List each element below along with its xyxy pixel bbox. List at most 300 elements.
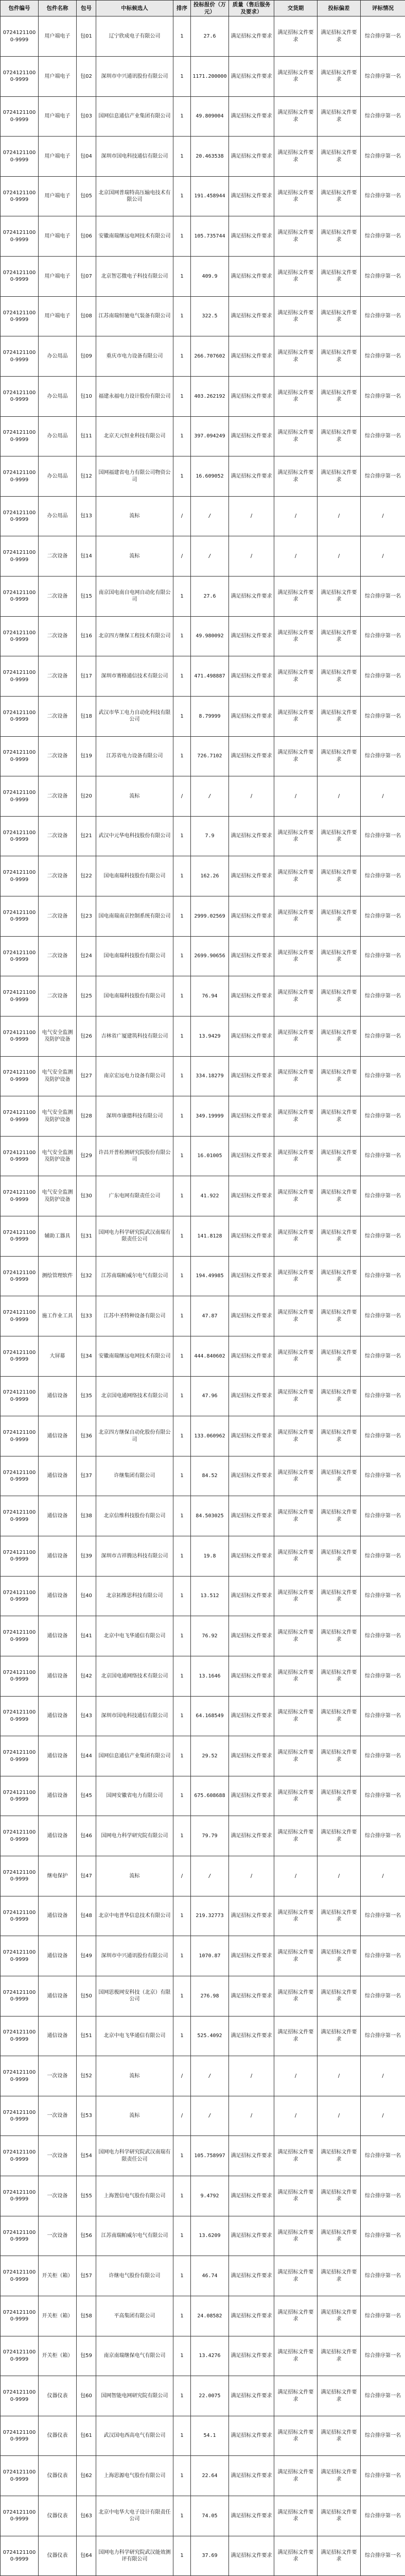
- delivery-cell: 满足招标文件要求: [274, 1416, 318, 1456]
- delivery-cell: 满足招标文件要求: [274, 616, 318, 656]
- lot-cell: 包38: [77, 1496, 96, 1536]
- lot-cell: 包58: [77, 2296, 96, 2336]
- package-name-cell: 通信设备: [39, 1776, 77, 1816]
- lot-cell: 包13: [77, 496, 96, 536]
- deviation-cell: 满足招标文件要求: [318, 1896, 361, 1936]
- table-row: [1, 16, 405, 57]
- lot-cell: 包34: [77, 1336, 96, 1376]
- lot-cell: 包41: [77, 1616, 96, 1656]
- evaluation-cell: 综合排序第一名: [361, 1496, 405, 1536]
- evaluation-cell: 综合排序第一名: [361, 2496, 405, 2536]
- quality-cell: 满足招标文件要求: [229, 416, 274, 456]
- package-id-cell: 07241211000-9999: [1, 336, 39, 377]
- quality-cell: 满足招标文件要求: [229, 1776, 274, 1816]
- candidate-cell: 北京中电飞华通信有限公司: [96, 1616, 173, 1656]
- delivery-cell: 满足招标文件要求: [274, 1536, 318, 1577]
- evaluation-cell: 综合排序第一名: [361, 2296, 405, 2336]
- bid-price-cell: 13.1646: [191, 1656, 229, 1696]
- bid-price-cell: 9.4792: [191, 2176, 229, 2216]
- bid-price-cell: 266.707602: [191, 336, 229, 377]
- table-row: [1, 1976, 405, 2016]
- package-name-cell: 办公用品: [39, 416, 77, 456]
- quality-cell: 满足招标文件要求: [229, 856, 274, 896]
- rank-cell: 1: [173, 96, 191, 137]
- lot-cell: 包22: [77, 856, 96, 896]
- package-name-cell: 一次设备: [39, 2056, 77, 2096]
- delivery-cell: /: [274, 496, 318, 536]
- package-name-cell: 二次设备: [39, 936, 77, 976]
- candidate-cell: 深圳市康德科技有限公司: [96, 1096, 173, 1137]
- quality-cell: 满足招标文件要求: [229, 1096, 274, 1137]
- deviation-cell: 满足招标文件要求: [318, 2376, 361, 2416]
- package-id-cell: 07241211000-9999: [1, 1456, 39, 1496]
- table-row: [1, 416, 405, 456]
- evaluation-cell: 综合排序第一名: [361, 2456, 405, 2496]
- package-id-cell: 07241211000-9999: [1, 1496, 39, 1536]
- lot-cell: 包61: [77, 2416, 96, 2456]
- bid-price-cell: 397.094249: [191, 416, 229, 456]
- deviation-cell: 满足招标文件要求: [318, 2456, 361, 2496]
- lot-cell: 包40: [77, 1576, 96, 1616]
- package-name-cell: 二次设备: [39, 736, 77, 776]
- deviation-cell: 满足招标文件要求: [318, 2256, 361, 2296]
- table-row: [1, 496, 405, 536]
- deviation-cell: /: [318, 776, 361, 817]
- quality-cell: 满足招标文件要求: [229, 1376, 274, 1416]
- candidate-cell: 北京天元恒业科技有限公司: [96, 416, 173, 456]
- delivery-cell: 满足招标文件要求: [274, 976, 318, 1016]
- candidate-cell: 国电南瑞科技股份有限公司: [96, 936, 173, 976]
- table-body: [1, 16, 405, 2576]
- rank-cell: /: [173, 536, 191, 577]
- deviation-cell: 满足招标文件要求: [318, 896, 361, 937]
- table-row: [1, 1816, 405, 1856]
- evaluation-cell: /: [361, 1856, 405, 1896]
- lot-cell: 包26: [77, 1016, 96, 1056]
- evaluation-cell: 综合排序第一名: [361, 2176, 405, 2216]
- rank-cell: 1: [173, 56, 191, 96]
- evaluation-cell: 综合排序第一名: [361, 2536, 405, 2576]
- table-row: [1, 1776, 405, 1816]
- lot-cell: 包11: [77, 416, 96, 456]
- deviation-cell: 满足招标文件要求: [318, 1656, 361, 1696]
- lot-cell: 包03: [77, 96, 96, 137]
- candidate-cell: 北京四方继保自动化股份有限公司: [96, 1416, 173, 1456]
- deviation-cell: 满足招标文件要求: [318, 1696, 361, 1736]
- candidate-cell: 流标: [96, 1856, 173, 1896]
- candidate-cell: 辽宁欣成电子有限公司: [96, 16, 173, 57]
- table-row: [1, 1256, 405, 1296]
- package-name-cell: 电气安全监测及防护设备: [39, 1016, 77, 1056]
- delivery-cell: 满足招标文件要求: [274, 96, 318, 137]
- rank-cell: 1: [173, 1136, 191, 1176]
- package-name-cell: 继电保护: [39, 1856, 77, 1896]
- quality-cell: 满足招标文件要求: [229, 257, 274, 297]
- package-name-cell: 二次设备: [39, 616, 77, 656]
- package-id-cell: 07241211000-9999: [1, 296, 39, 336]
- rank-cell: /: [173, 496, 191, 536]
- candidate-cell: 许昌开普检测研究院股份有限公司: [96, 1136, 173, 1176]
- package-id-cell: 07241211000-9999: [1, 56, 39, 96]
- bid-price-cell: 47.87: [191, 1296, 229, 1336]
- quality-cell: 满足招标文件要求: [229, 1056, 274, 1096]
- lot-cell: 包51: [77, 2016, 96, 2056]
- candidate-cell: 南京宏远电力设备有限公司: [96, 1056, 173, 1096]
- deviation-cell: 满足招标文件要求: [318, 1376, 361, 1416]
- rank-cell: 1: [173, 1816, 191, 1856]
- package-id-cell: 07241211000-9999: [1, 1976, 39, 2016]
- package-id-cell: 07241211000-9999: [1, 1856, 39, 1896]
- header-delivery: 交货期: [274, 1, 318, 16]
- rank-cell: 1: [173, 1536, 191, 1577]
- deviation-cell: /: [318, 2096, 361, 2136]
- rank-cell: 1: [173, 616, 191, 656]
- candidate-cell: 武汉国电西高电气有限公司: [96, 2416, 173, 2456]
- lot-cell: 包54: [77, 2136, 96, 2176]
- bid-price-cell: 162.26: [191, 856, 229, 896]
- evaluation-cell: /: [361, 536, 405, 577]
- header-quality: 质量（售后服务及要求）: [229, 1, 274, 16]
- quality-cell: /: [229, 536, 274, 577]
- lot-cell: 包42: [77, 1656, 96, 1696]
- candidate-cell: 安徽南瑞继远电网技术有限公司: [96, 216, 173, 257]
- deviation-cell: /: [318, 2056, 361, 2096]
- delivery-cell: 满足招标文件要求: [274, 2416, 318, 2456]
- package-id-cell: 07241211000-9999: [1, 656, 39, 697]
- candidate-cell: 国电南瑞科技股份有限公司: [96, 856, 173, 896]
- package-id-cell: 07241211000-9999: [1, 2456, 39, 2496]
- bid-price-cell: 13.6209: [191, 2216, 229, 2256]
- table-row: [1, 2336, 405, 2376]
- package-id-cell: 07241211000-9999: [1, 176, 39, 216]
- quality-cell: /: [229, 776, 274, 817]
- lot-cell: 包37: [77, 1456, 96, 1496]
- package-name-cell: 通信设备: [39, 1976, 77, 2016]
- rank-cell: 1: [173, 216, 191, 257]
- bid-price-cell: 2699.90656: [191, 936, 229, 976]
- candidate-cell: 北京中电飞华通信有限公司: [96, 2016, 173, 2056]
- deviation-cell: 满足招标文件要求: [318, 2176, 361, 2216]
- lot-cell: 包48: [77, 1896, 96, 1936]
- package-name-cell: 大屏幕: [39, 1336, 77, 1376]
- candidate-cell: 上海置信电气股份有限公司: [96, 2176, 173, 2216]
- candidate-cell: 北京智芯微电子科技有限公司: [96, 257, 173, 297]
- quality-cell: 满足招标文件要求: [229, 1616, 274, 1656]
- bid-price-cell: 13.4276: [191, 2336, 229, 2376]
- bid-price-cell: 41.922: [191, 1176, 229, 1216]
- rank-cell: /: [173, 1856, 191, 1896]
- package-name-cell: 二次设备: [39, 856, 77, 896]
- lot-cell: 包28: [77, 1096, 96, 1137]
- rank-cell: 1: [173, 1336, 191, 1376]
- lot-cell: 包63: [77, 2496, 96, 2536]
- candidate-cell: 江苏省电力设备有限公司: [96, 736, 173, 776]
- evaluation-cell: 综合排序第一名: [361, 1816, 405, 1856]
- candidate-cell: 北京拓维思科技有限公司: [96, 1576, 173, 1616]
- lot-cell: 包31: [77, 1216, 96, 1257]
- package-id-cell: 07241211000-9999: [1, 696, 39, 736]
- candidate-cell: 深圳市吉祥腾达科技有限公司: [96, 1536, 173, 1577]
- delivery-cell: /: [274, 2096, 318, 2136]
- evaluation-cell: 综合排序第一名: [361, 1256, 405, 1296]
- deviation-cell: 满足招标文件要求: [318, 616, 361, 656]
- candidate-cell: 国网信息通信产业集团有限公司: [96, 1736, 173, 1776]
- evaluation-cell: 综合排序第一名: [361, 416, 405, 456]
- package-id-cell: 07241211000-9999: [1, 1616, 39, 1656]
- package-id-cell: 07241211000-9999: [1, 1336, 39, 1376]
- package-name-cell: 用户端电子: [39, 296, 77, 336]
- package-name-cell: 办公用品: [39, 376, 77, 416]
- package-name-cell: 开关柜（箱）: [39, 2296, 77, 2336]
- table-row: [1, 96, 405, 137]
- delivery-cell: 满足招标文件要求: [274, 1096, 318, 1137]
- delivery-cell: 满足招标文件要求: [274, 936, 318, 976]
- evaluation-cell: 综合排序第一名: [361, 1736, 405, 1776]
- lot-cell: 包43: [77, 1696, 96, 1736]
- candidate-cell: 平高集团有限公司: [96, 2296, 173, 2336]
- deviation-cell: 满足招标文件要求: [318, 1736, 361, 1776]
- bid-price-cell: 24.08582: [191, 2296, 229, 2336]
- evaluation-cell: 综合排序第一名: [361, 137, 405, 177]
- delivery-cell: 满足招标文件要求: [274, 2216, 318, 2256]
- rank-cell: 1: [173, 1016, 191, 1056]
- package-id-cell: 07241211000-9999: [1, 1056, 39, 1096]
- table-row: [1, 656, 405, 697]
- bid-price-cell: /: [191, 2096, 229, 2136]
- package-id-cell: 07241211000-9999: [1, 776, 39, 817]
- evaluation-cell: 综合排序第一名: [361, 816, 405, 856]
- table-row: [1, 1136, 405, 1176]
- deviation-cell: 满足招标文件要求: [318, 577, 361, 617]
- package-name-cell: 仪器仪表: [39, 2456, 77, 2496]
- header-row: [1, 1, 405, 16]
- quality-cell: 满足招标文件要求: [229, 1896, 274, 1936]
- header-package-id: 包件编号: [1, 1, 39, 16]
- deviation-cell: 满足招标文件要求: [318, 1176, 361, 1216]
- rank-cell: 1: [173, 257, 191, 297]
- package-name-cell: 用户端电子: [39, 56, 77, 96]
- bid-price-cell: 409.9: [191, 257, 229, 297]
- package-id-cell: 07241211000-9999: [1, 896, 39, 937]
- delivery-cell: 满足招标文件要求: [274, 1136, 318, 1176]
- package-id-cell: 07241211000-9999: [1, 2096, 39, 2136]
- evaluation-cell: 综合排序第一名: [361, 2136, 405, 2176]
- candidate-cell: 国电南瑞南京控制系统有限公司: [96, 896, 173, 937]
- delivery-cell: 满足招标文件要求: [274, 216, 318, 257]
- rank-cell: 1: [173, 376, 191, 416]
- rank-cell: 1: [173, 1256, 191, 1296]
- deviation-cell: 满足招标文件要求: [318, 296, 361, 336]
- table-row: [1, 1096, 405, 1137]
- table-row: [1, 336, 405, 377]
- package-id-cell: 07241211000-9999: [1, 2016, 39, 2056]
- table-row: [1, 1616, 405, 1656]
- rank-cell: 1: [173, 176, 191, 216]
- evaluation-cell: /: [361, 2056, 405, 2096]
- rank-cell: 1: [173, 896, 191, 937]
- rank-cell: 1: [173, 456, 191, 497]
- package-id-cell: 07241211000-9999: [1, 536, 39, 577]
- delivery-cell: 满足招标文件要求: [274, 416, 318, 456]
- deviation-cell: 满足招标文件要求: [318, 1496, 361, 1536]
- evaluation-cell: 综合排序第一名: [361, 2416, 405, 2456]
- table-row: [1, 1656, 405, 1696]
- bid-price-cell: 525.4092: [191, 2016, 229, 2056]
- quality-cell: 满足招标文件要求: [229, 336, 274, 377]
- lot-cell: 包56: [77, 2216, 96, 2256]
- package-name-cell: 施工作业工具: [39, 1296, 77, 1336]
- bid-price-cell: 133.060962: [191, 1416, 229, 1456]
- candidate-cell: 流标: [96, 536, 173, 577]
- table-row: [1, 936, 405, 976]
- lot-cell: 包16: [77, 616, 96, 656]
- rank-cell: 1: [173, 2256, 191, 2296]
- evaluation-cell: 综合排序第一名: [361, 216, 405, 257]
- delivery-cell: 满足招标文件要求: [274, 2296, 318, 2336]
- deviation-cell: /: [318, 496, 361, 536]
- candidate-cell: 北京信维科技股份有限公司: [96, 1496, 173, 1536]
- package-name-cell: 仪器仪表: [39, 2536, 77, 2576]
- evaluation-cell: /: [361, 776, 405, 817]
- candidate-cell: 国网电力科学研究院武汉南瑞有限责任公司: [96, 1216, 173, 1257]
- rank-cell: 1: [173, 2456, 191, 2496]
- rank-cell: 1: [173, 1416, 191, 1456]
- package-name-cell: 用户端电子: [39, 137, 77, 177]
- lot-cell: 包50: [77, 1976, 96, 2016]
- bid-price-cell: 444.840602: [191, 1336, 229, 1376]
- bid-price-cell: 334.18279: [191, 1056, 229, 1096]
- candidate-cell: 安徽南瑞继远电网技术有限公司: [96, 1336, 173, 1376]
- header-lot: 包号: [77, 1, 96, 16]
- candidate-cell: 国网安徽省电力有限公司: [96, 1776, 173, 1816]
- rank-cell: 1: [173, 1376, 191, 1416]
- delivery-cell: /: [274, 2056, 318, 2096]
- bid-price-cell: 13.512: [191, 1576, 229, 1616]
- package-id-cell: 07241211000-9999: [1, 2296, 39, 2336]
- evaluation-cell: 综合排序第一名: [361, 577, 405, 617]
- rank-cell: 1: [173, 2496, 191, 2536]
- bid-price-cell: 1171.200000: [191, 56, 229, 96]
- evaluation-cell: 综合排序第一名: [361, 96, 405, 137]
- evaluation-cell: 综合排序第一名: [361, 1416, 405, 1456]
- table-row: [1, 1696, 405, 1736]
- rank-cell: 1: [173, 1056, 191, 1096]
- deviation-cell: 满足招标文件要求: [318, 656, 361, 697]
- package-name-cell: 电气安全监测及防护设备: [39, 1136, 77, 1176]
- header-deviation: 投标偏差: [318, 1, 361, 16]
- lot-cell: 包20: [77, 776, 96, 817]
- rank-cell: 1: [173, 816, 191, 856]
- package-name-cell: 二次设备: [39, 816, 77, 856]
- delivery-cell: 满足招标文件要求: [274, 1056, 318, 1096]
- bid-price-cell: 22.0075: [191, 2376, 229, 2416]
- lot-cell: 包30: [77, 1176, 96, 1216]
- candidate-cell: 深圳市国电科技通信有限公司: [96, 137, 173, 177]
- quality-cell: 满足招标文件要求: [229, 1336, 274, 1376]
- lot-cell: 包21: [77, 816, 96, 856]
- package-name-cell: 通信设备: [39, 1416, 77, 1456]
- candidate-cell: 武汉市华工电力自动化科技有限公司: [96, 696, 173, 736]
- package-name-cell: 通信设备: [39, 1696, 77, 1736]
- package-name-cell: 通信设备: [39, 1456, 77, 1496]
- deviation-cell: 满足招标文件要求: [318, 2296, 361, 2336]
- delivery-cell: /: [274, 1856, 318, 1896]
- quality-cell: 满足招标文件要求: [229, 216, 274, 257]
- lot-cell: 包07: [77, 257, 96, 297]
- delivery-cell: 满足招标文件要求: [274, 816, 318, 856]
- rank-cell: 1: [173, 976, 191, 1016]
- package-name-cell: 通信设备: [39, 1656, 77, 1696]
- rank-cell: 1: [173, 1216, 191, 1257]
- bid-price-cell: 1070.87: [191, 1936, 229, 1976]
- deviation-cell: 满足招标文件要求: [318, 1296, 361, 1336]
- lot-cell: 包15: [77, 577, 96, 617]
- quality-cell: 满足招标文件要求: [229, 456, 274, 497]
- lot-cell: 包39: [77, 1536, 96, 1577]
- table-row: [1, 2416, 405, 2456]
- package-name-cell: 通信设备: [39, 1616, 77, 1656]
- deviation-cell: 满足招标文件要求: [318, 736, 361, 776]
- evaluation-cell: 综合排序第一名: [361, 2016, 405, 2056]
- deviation-cell: 满足招标文件要求: [318, 976, 361, 1016]
- lot-cell: 包08: [77, 296, 96, 336]
- package-id-cell: 07241211000-9999: [1, 2336, 39, 2376]
- deviation-cell: 满足招标文件要求: [318, 2216, 361, 2256]
- lot-cell: 包10: [77, 376, 96, 416]
- rank-cell: 1: [173, 16, 191, 57]
- candidate-cell: 国网智能电网研究院有限公司: [96, 2376, 173, 2416]
- package-name-cell: 办公用品: [39, 456, 77, 497]
- package-id-cell: 07241211000-9999: [1, 1536, 39, 1577]
- delivery-cell: 满足招标文件要求: [274, 1696, 318, 1736]
- delivery-cell: 满足招标文件要求: [274, 2336, 318, 2376]
- rank-cell: 1: [173, 1576, 191, 1616]
- bid-price-cell: 105.758997: [191, 2136, 229, 2176]
- lot-cell: 包59: [77, 2336, 96, 2376]
- bid-price-cell: 79.79: [191, 1816, 229, 1856]
- table-row: [1, 976, 405, 1016]
- lot-cell: 包47: [77, 1856, 96, 1896]
- evaluation-cell: 综合排序第一名: [361, 616, 405, 656]
- bid-price-cell: 74.05: [191, 2496, 229, 2536]
- table-row: [1, 2496, 405, 2536]
- package-id-cell: 07241211000-9999: [1, 2256, 39, 2296]
- deviation-cell: /: [318, 1856, 361, 1896]
- package-name-cell: 仪器仪表: [39, 2496, 77, 2536]
- evaluation-cell: 综合排序第一名: [361, 1376, 405, 1416]
- package-id-cell: 07241211000-9999: [1, 1776, 39, 1816]
- delivery-cell: 满足招标文件要求: [274, 2176, 318, 2216]
- evaluation-cell: 综合排序第一名: [361, 1296, 405, 1336]
- bid-price-cell: 20.463538: [191, 137, 229, 177]
- bid-price-cell: 141.8128: [191, 1216, 229, 1257]
- quality-cell: 满足招标文件要求: [229, 2416, 274, 2456]
- delivery-cell: 满足招标文件要求: [274, 736, 318, 776]
- package-name-cell: 仪器仪表: [39, 2416, 77, 2456]
- package-id-cell: 07241211000-9999: [1, 496, 39, 536]
- rank-cell: 1: [173, 2296, 191, 2336]
- quality-cell: 满足招标文件要求: [229, 616, 274, 656]
- table-row: [1, 2456, 405, 2496]
- table-row: [1, 1576, 405, 1616]
- quality-cell: 满足招标文件要求: [229, 2136, 274, 2176]
- lot-cell: 包19: [77, 736, 96, 776]
- bid-price-cell: 64.168549: [191, 1696, 229, 1736]
- package-id-cell: 07241211000-9999: [1, 16, 39, 57]
- lot-cell: 包55: [77, 2176, 96, 2216]
- rank-cell: 1: [173, 1456, 191, 1496]
- table-row: [1, 1056, 405, 1096]
